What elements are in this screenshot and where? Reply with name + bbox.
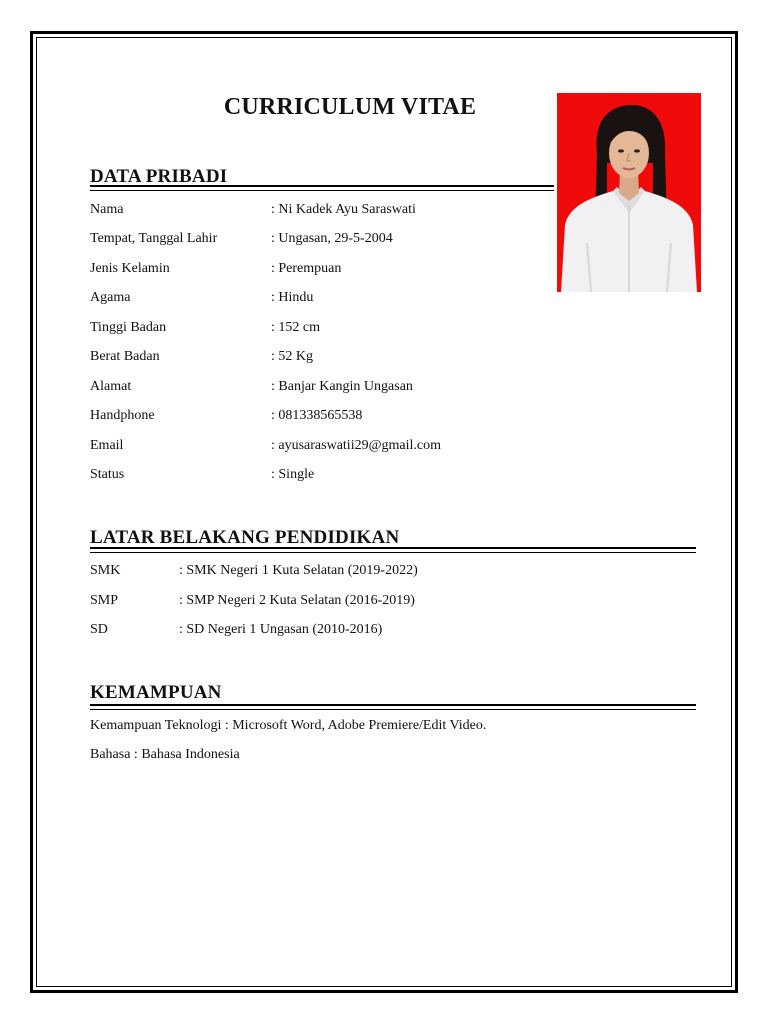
document-title: CURRICULUM VITAE [223,94,477,120]
section-heading-education: LATAR BELAKANG PENDIDIKAN [90,527,400,548]
personal-value-address: : Banjar Kangin Ungasan [271,379,413,394]
education-value-sd: : SD Negeri 1 Ungasan (2010-2016) [179,622,383,637]
section-heading-skills: KEMAMPUAN [90,682,222,703]
personal-label-name: Nama [90,202,124,217]
personal-value-phone: : 081338565538 [271,408,363,423]
personal-value-name: : Ni Kadek Ayu Saraswati [271,202,416,217]
personal-value-weight: : 52 Kg [271,349,313,364]
personal-label-height: Tinggi Badan [90,320,167,335]
personal-label-phone: Handphone [90,408,155,423]
education-value-smk: : SMK Negeri 1 Kuta Selatan (2019-2022) [179,563,418,578]
personal-label-birth: Tempat, Tanggal Lahir [90,231,218,246]
education-label-sd: SD [90,622,108,637]
section-divider-personal [90,185,554,191]
personal-label-email: Email [90,438,124,453]
personal-label-gender: Jenis Kelamin [90,261,170,276]
personal-label-status: Status [90,467,125,482]
personal-value-religion: : Hindu [271,290,314,305]
portrait-illustration [557,93,701,292]
personal-label-address: Alamat [90,379,132,394]
education-value-smp: : SMP Negeri 2 Kuta Selatan (2016-2019) [179,593,415,608]
section-heading-personal: DATA PRIBADI [90,166,228,187]
personal-value-gender: : Perempuan [271,261,342,276]
personal-value-birth: : Ungasan, 29-5-2004 [271,231,393,246]
personal-value-email: : ayusaraswatii29@gmail.com [271,438,441,453]
education-label-smp: SMP [90,593,119,608]
personal-value-height: : 152 cm [271,320,320,335]
section-divider-skills [90,704,696,710]
section-divider-education [90,547,696,553]
skills-technology: Kemampuan Teknologi : Microsoft Word, Adobe Premiere/Edit Video. [90,718,487,733]
education-label-smk: SMK [90,563,121,578]
personal-label-religion: Agama [90,290,131,305]
profile-photo [557,93,701,292]
personal-value-status: : Single [271,467,315,482]
skills-language: Bahasa : Bahasa Indonesia [90,747,240,762]
personal-label-weight: Berat Badan [90,349,160,364]
